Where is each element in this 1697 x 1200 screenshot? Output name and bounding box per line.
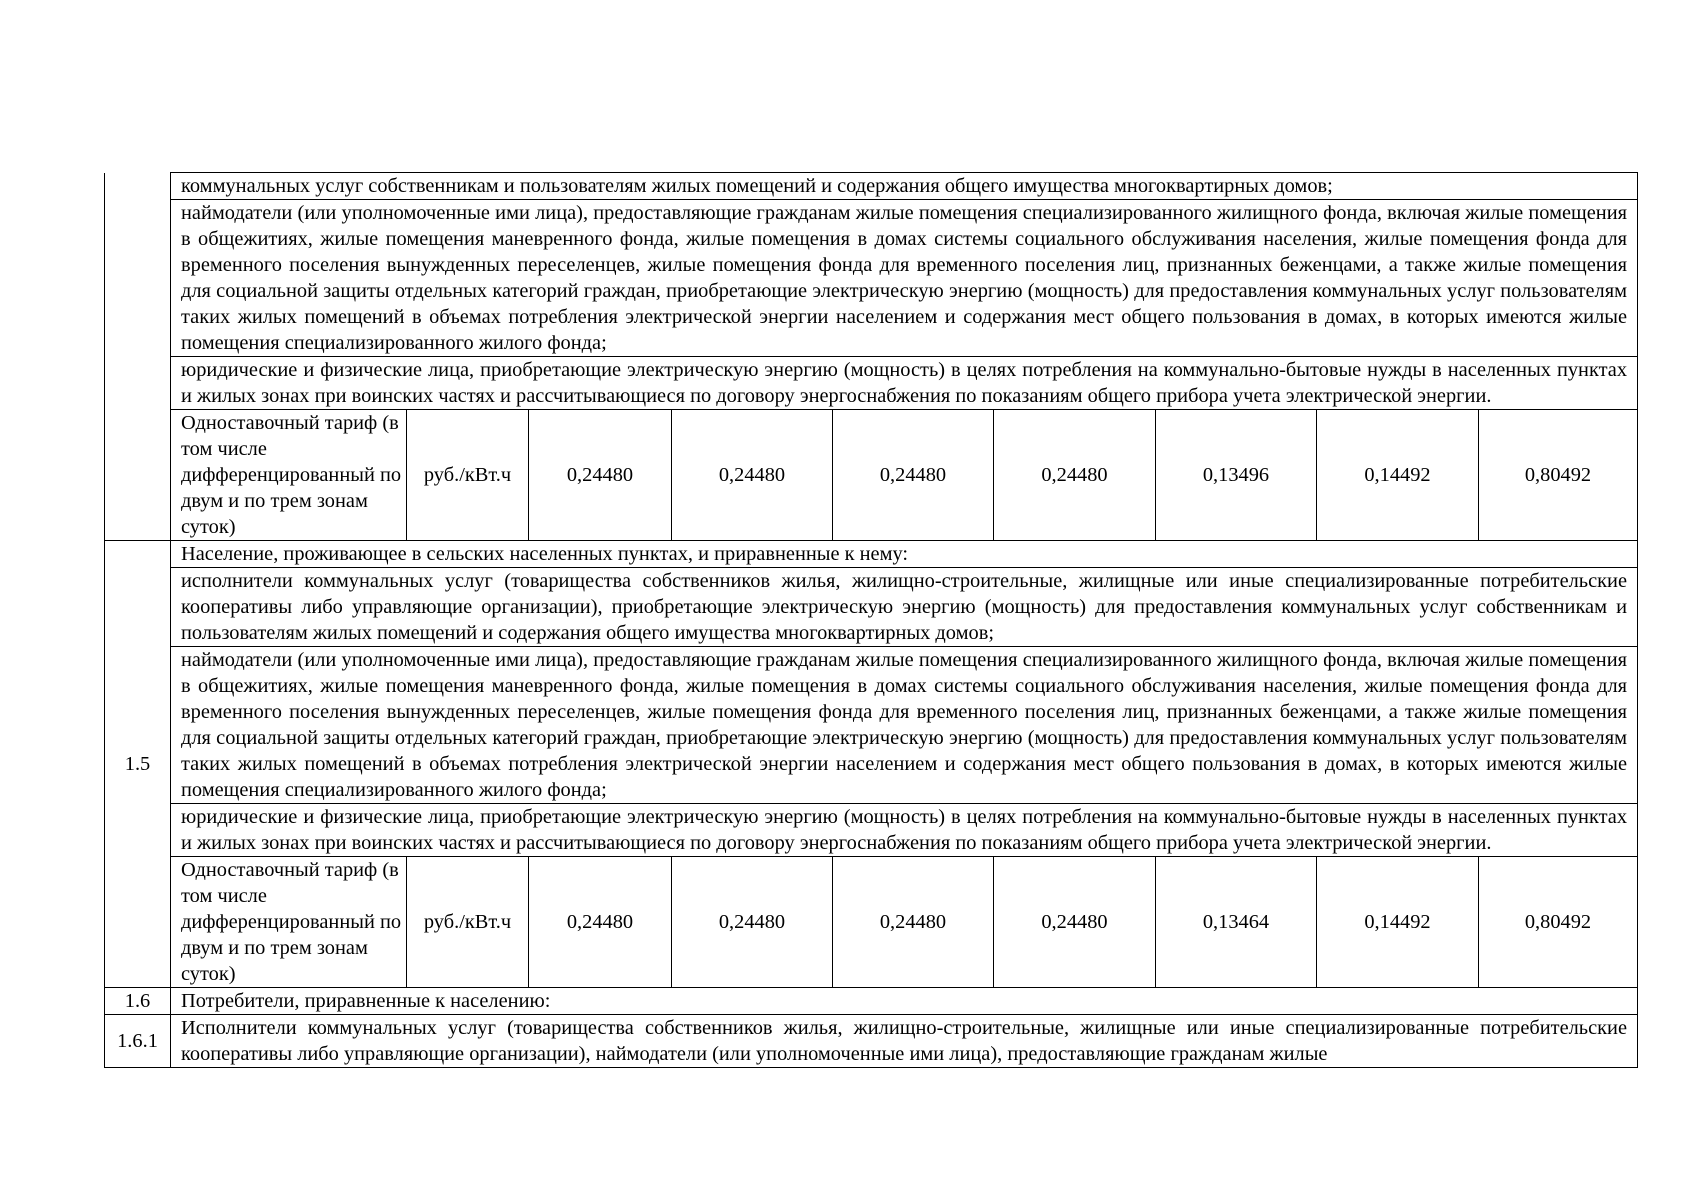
tariff-value: 0,13496 [1156, 410, 1317, 541]
table-row [105, 647, 1638, 804]
consumer-description-cell: коммунальных услуг собственникам и пользователям жилых помещений и содержания общего имущества многоквартирных домов; [171, 173, 1638, 200]
table-row [105, 200, 1638, 357]
table-row [105, 988, 1638, 1015]
tariff-row [105, 410, 1638, 541]
tariff-value: 0,24480 [833, 857, 994, 988]
consumer-description-cell: юридические и физические лица, приобретающие электрическую энергию (мощность) в целях потребления на коммунально-бытовые нужды в населенных пунктах и жилых зонах при воинских частях и рассчитывающиеся по договору энергоснабжения по показаниям общего прибора учета электрической энергии. [171, 804, 1638, 857]
tariff-value: 0,80492 [1479, 857, 1638, 988]
tariff-value: 0,24480 [833, 410, 994, 541]
tariff-table [104, 172, 1638, 1068]
consumer-description-cell [171, 1015, 1638, 1068]
row-number-cell [105, 173, 171, 541]
table-row [105, 804, 1638, 857]
consumer-description-cell: юридические и физические лица, приобретающие электрическую энергию (мощность) в целях потребления на коммунально-бытовые нужды в населенных пунктах и жилых зонах при воинских частях и рассчитывающиеся по договору энергоснабжения по показаниям общего прибора учета электрической энергии. [171, 357, 1638, 410]
row-number-cell: 1.6 [105, 988, 171, 1015]
tariff-label: Одноставочный тариф (в том числе дифференцированный по двум и по трем зонам суток) [171, 857, 407, 988]
consumer-description-cell: наймодатели (или уполномоченные ими лица), предоставляющие гражданам жилые помещения специализированного жилищного фонда, включая жилые помещения в общежитиях, жилые помещения маневренного фонда, жилые помещения в домах системы социального обслуживания населения, жилые помещения фонда для временного поселения вынужденных переселенцев, жилые помещения фонда для временного поселения лиц, признанных беженцами, а также жилые помещения для социальной защиты отдельных категорий граждан, приобретающие электрическую энергию (мощность) для предоставления коммунальных услуг пользователям таких жилых помещений в объемах потребления электрической энергии населением и содержания мест общего пользования в домах, в которых имеются жилые помещения специализированного жилого фонда; [171, 647, 1638, 804]
row-number-cell: 1.6.1 [105, 1015, 171, 1068]
tariff-value: 0,24480 [672, 857, 833, 988]
tariff-value: 0,80492 [1479, 410, 1638, 541]
tariff-row [105, 857, 1638, 988]
consumer-description-text: Исполнители коммунальных услуг (товарищества собственников жилья, жилищно-строительные, жилищные или иные специализированные потребительские кооперативы либо управляющие организации), наймодатели (или уполномоченные ими лица), предоставляющие гражданам жилые [181, 1017, 1628, 1065]
tariff-value: 0,24480 [529, 410, 672, 541]
consumer-description-cell: исполнители коммунальных услуг (товарищества собственников жилья, жилищно-строительные, жилищные или иные специализированные потребительские кооперативы либо управляющие организации), приобретающие электрическую энергию (мощность) для предоставления коммунальных услуг собственникам и пользователям жилых помещений и содержания общего имущества многоквартирных домов; [171, 568, 1638, 647]
tariff-value: 0,24480 [529, 857, 672, 988]
consumer-description-cell: наймодатели (или уполномоченные ими лица), предоставляющие гражданам жилые помещения специализированного жилищного фонда, включая жилые помещения в общежитиях, жилые помещения маневренного фонда, жилые помещения в домах системы социального обслуживания населения, жилые помещения фонда для временного поселения вынужденных переселенцев, жилые помещения фонда для временного поселения лиц, признанных беженцами, а также жилые помещения для социальной защиты отдельных категорий граждан, приобретающие электрическую энергию (мощность) для предоставления коммунальных услуг пользователям таких жилых помещений в объемах потребления электрической энергии населением и содержания мест общего пользования в домах, в которых имеются жилые помещения специализированного жилого фонда; [171, 200, 1638, 357]
section-header: Население, проживающее в сельских населенных пунктах, и приравненные к нему: [171, 541, 1638, 568]
table-row [105, 1015, 1638, 1068]
tariff-value: 0,14492 [1317, 857, 1479, 988]
tariff-value: 0,24480 [994, 857, 1156, 988]
tariff-value: 0,13464 [1156, 857, 1317, 988]
tariff-value: 0,14492 [1317, 410, 1479, 541]
unit-cell: руб./кВт.ч [407, 857, 529, 988]
table-row [105, 173, 1638, 200]
row-number-cell: 1.5 [105, 541, 171, 988]
tariff-value: 0,24480 [994, 410, 1156, 541]
table-row [105, 357, 1638, 410]
tariff-label: Одноставочный тариф (в том числе дифференцированный по двум и по трем зонам суток) [171, 410, 407, 541]
section-header: Потребители, приравненные к населению: [171, 988, 1638, 1015]
table-row [105, 568, 1638, 647]
unit-cell: руб./кВт.ч [407, 410, 529, 541]
table-row [105, 541, 1638, 568]
tariff-value: 0,24480 [672, 410, 833, 541]
